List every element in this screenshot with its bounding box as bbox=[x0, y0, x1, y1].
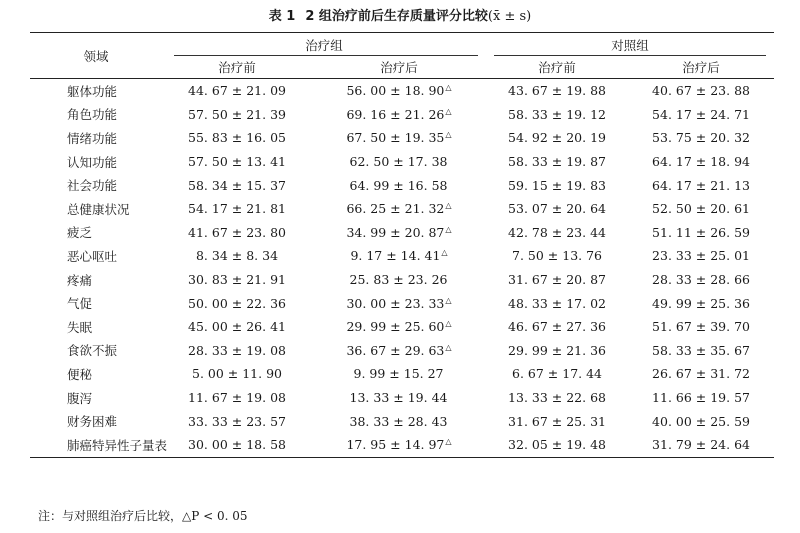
cell-treatment-post-value: 30. 00 ± 23. 33 bbox=[346, 295, 445, 311]
row-domain-value: 食欲不振 bbox=[67, 343, 118, 359]
row-domain bbox=[30, 386, 162, 410]
cell-treatment-pre-value: 57. 50 ± 13. 41 bbox=[188, 154, 286, 170]
footnote-text: 注：与对照组治疗后比较， bbox=[38, 509, 183, 523]
cell-treatment-pre-value: 57. 50 ± 21. 39 bbox=[188, 106, 286, 122]
cell-treatment-pre-value: 30. 00 ± 18. 58 bbox=[188, 437, 286, 453]
cell-control-post bbox=[628, 362, 774, 386]
cell-control-pre bbox=[486, 362, 628, 386]
cell-treatment-post bbox=[312, 173, 486, 197]
header-group-control bbox=[486, 33, 774, 57]
cell-control-pre bbox=[486, 150, 628, 174]
cell-treatment-pre bbox=[162, 315, 312, 339]
cell-control-post bbox=[628, 268, 774, 292]
cell-treatment-post-value: 67. 50 ± 19. 35 bbox=[346, 130, 445, 146]
cell-control-pre bbox=[486, 339, 628, 363]
table-row bbox=[30, 315, 774, 339]
cell-control-pre-value: 6. 67 ± 17. 44 bbox=[512, 366, 602, 382]
header-group-treatment-label: 治疗组 bbox=[305, 37, 343, 53]
cell-treatment-post bbox=[312, 244, 486, 268]
cell-control-pre bbox=[486, 103, 628, 127]
cell-treatment-pre bbox=[162, 126, 312, 150]
cell-control-pre bbox=[486, 126, 628, 150]
cell-treatment-post bbox=[312, 339, 486, 363]
row-domain-value: 角色功能 bbox=[67, 107, 118, 123]
cell-control-pre bbox=[486, 268, 628, 292]
cell-control-post-value: 40. 67 ± 23. 88 bbox=[652, 83, 750, 99]
significance-mark: △ bbox=[445, 319, 452, 329]
cell-treatment-pre-value: 33. 33 ± 23. 57 bbox=[188, 413, 286, 429]
cell-control-pre-value: 31. 67 ± 20. 87 bbox=[508, 272, 606, 288]
quality-of-life-table bbox=[30, 32, 774, 458]
cell-control-post bbox=[628, 173, 774, 197]
cell-control-pre bbox=[486, 433, 628, 457]
table-row bbox=[30, 197, 774, 221]
cell-control-pre bbox=[486, 244, 628, 268]
cell-control-post-value: 28. 33 ± 28. 66 bbox=[652, 272, 750, 288]
cell-control-post bbox=[628, 150, 774, 174]
row-domain-value: 社会功能 bbox=[67, 178, 118, 194]
cell-control-pre bbox=[486, 409, 628, 433]
cell-treatment-pre bbox=[162, 433, 312, 457]
cell-control-pre-value: 7. 50 ± 13. 76 bbox=[512, 248, 602, 264]
cell-control-post bbox=[628, 315, 774, 339]
header-treatment-pre: 治疗前 bbox=[162, 56, 312, 79]
cell-treatment-post-value: 38. 33 ± 28. 43 bbox=[349, 413, 448, 429]
cell-treatment-post bbox=[312, 79, 486, 103]
table-caption bbox=[0, 5, 800, 24]
cell-treatment-post bbox=[312, 409, 486, 433]
cell-control-post-value: 54. 17 ± 24. 71 bbox=[652, 106, 750, 122]
cell-treatment-pre bbox=[162, 268, 312, 292]
cell-treatment-pre-value: 41. 67 ± 23. 80 bbox=[188, 224, 286, 240]
cell-treatment-post bbox=[312, 315, 486, 339]
cell-treatment-post-value: 9. 99 ± 15. 27 bbox=[353, 366, 444, 382]
cell-treatment-pre bbox=[162, 197, 312, 221]
significance-mark: △ bbox=[445, 342, 452, 352]
cell-treatment-pre-value: 11. 67 ± 19. 08 bbox=[188, 390, 286, 406]
row-domain-value: 便秘 bbox=[67, 366, 93, 382]
row-domain-value: 气促 bbox=[67, 296, 93, 312]
cell-control-post-value: 51. 67 ± 39. 70 bbox=[652, 319, 750, 335]
cell-control-post bbox=[628, 291, 774, 315]
cell-treatment-pre-value: 5. 00 ± 11. 90 bbox=[192, 366, 282, 382]
table-row bbox=[30, 221, 774, 245]
row-domain-value: 认知功能 bbox=[67, 154, 118, 170]
header-domain: 领域 bbox=[30, 33, 162, 79]
cell-treatment-pre bbox=[162, 79, 312, 103]
cell-treatment-pre bbox=[162, 103, 312, 127]
table-row bbox=[30, 362, 774, 386]
row-domain-value: 肺癌特异性子量表 bbox=[67, 437, 168, 453]
cell-treatment-post bbox=[312, 291, 486, 315]
cell-control-pre bbox=[486, 291, 628, 315]
row-domain bbox=[30, 103, 162, 127]
cell-treatment-pre bbox=[162, 221, 312, 245]
row-domain bbox=[30, 173, 162, 197]
cell-treatment-post bbox=[312, 362, 486, 386]
row-domain bbox=[30, 315, 162, 339]
row-domain-value: 疲乏 bbox=[67, 225, 93, 241]
cell-treatment-pre bbox=[162, 150, 312, 174]
significance-mark: △ bbox=[445, 130, 452, 140]
cell-control-pre bbox=[486, 386, 628, 410]
cell-control-post-value: 23. 33 ± 25. 01 bbox=[652, 248, 750, 264]
row-domain bbox=[30, 197, 162, 221]
cell-treatment-pre bbox=[162, 386, 312, 410]
cell-treatment-pre-value: 45. 00 ± 26. 41 bbox=[188, 319, 286, 335]
cell-treatment-post bbox=[312, 150, 486, 174]
table-row bbox=[30, 268, 774, 292]
cell-treatment-post-value: 36. 67 ± 29. 63 bbox=[346, 342, 445, 358]
cell-control-post-value: 52. 50 ± 20. 61 bbox=[652, 201, 750, 217]
table-row bbox=[30, 409, 774, 433]
cell-control-post-value: 26. 67 ± 31. 72 bbox=[652, 366, 750, 382]
cell-control-post-value: 31. 79 ± 24. 64 bbox=[652, 437, 750, 453]
cell-control-pre bbox=[486, 79, 628, 103]
row-domain bbox=[30, 433, 168, 457]
cell-treatment-post bbox=[312, 103, 486, 127]
table-body bbox=[30, 79, 774, 458]
cell-treatment-pre-value: 8. 34 ± 8. 34 bbox=[195, 248, 279, 264]
row-domain bbox=[30, 244, 162, 268]
cell-control-pre-value: 43. 67 ± 19. 88 bbox=[508, 83, 606, 99]
cell-treatment-pre bbox=[162, 173, 312, 197]
row-domain-value: 恶心呕吐 bbox=[67, 248, 118, 264]
significance-mark: △ bbox=[445, 295, 452, 305]
cell-control-post bbox=[628, 197, 774, 221]
cell-treatment-post-value: 56. 00 ± 18. 90 bbox=[346, 83, 445, 99]
cell-treatment-pre bbox=[162, 409, 312, 433]
cell-treatment-post-value: 9. 17 ± 14. 41 bbox=[350, 248, 441, 264]
cell-treatment-post-value: 34. 99 ± 20. 87 bbox=[346, 224, 445, 240]
row-domain bbox=[30, 268, 162, 292]
cell-treatment-post bbox=[312, 386, 486, 410]
cell-control-pre bbox=[486, 197, 628, 221]
header-group-control-label: 对照组 bbox=[611, 37, 649, 53]
table-footnote bbox=[38, 507, 248, 524]
cell-treatment-pre-value: 50. 00 ± 22. 36 bbox=[188, 295, 286, 311]
cell-control-post-value: 53. 75 ± 20. 32 bbox=[652, 130, 750, 146]
table-row bbox=[30, 433, 774, 457]
significance-mark: △ bbox=[445, 201, 452, 211]
cell-treatment-post-value: 69. 16 ± 21. 26 bbox=[346, 106, 445, 122]
cell-control-pre-value: 29. 99 ± 21. 36 bbox=[508, 342, 606, 358]
cell-control-post bbox=[628, 103, 774, 127]
cell-treatment-pre bbox=[162, 291, 312, 315]
cell-treatment-pre bbox=[162, 339, 312, 363]
cell-control-pre-value: 31. 67 ± 25. 31 bbox=[508, 413, 606, 429]
cell-control-post bbox=[628, 221, 774, 245]
row-domain-value: 腹泻 bbox=[67, 390, 93, 406]
cell-treatment-post-value: 25. 83 ± 23. 26 bbox=[349, 272, 448, 288]
header-group-treatment bbox=[162, 33, 486, 57]
cell-control-pre-value: 46. 67 ± 27. 36 bbox=[508, 319, 606, 335]
cell-treatment-pre bbox=[162, 362, 312, 386]
table-title: 2 组治疗前后生存质量评分比较 bbox=[305, 9, 488, 24]
header-control-post: 治疗后 bbox=[628, 56, 774, 79]
header-treatment-post: 治疗后 bbox=[312, 56, 486, 79]
row-domain-value: 总健康状况 bbox=[67, 201, 130, 217]
group-underline bbox=[174, 55, 478, 56]
cell-treatment-post-value: 64. 99 ± 16. 58 bbox=[349, 177, 448, 193]
cell-treatment-post-value: 29. 99 ± 25. 60 bbox=[346, 319, 445, 335]
table-row bbox=[30, 291, 774, 315]
cell-treatment-post-value: 66. 25 ± 21. 32 bbox=[346, 201, 445, 217]
table-row bbox=[30, 150, 774, 174]
table-row bbox=[30, 244, 774, 268]
cell-treatment-post bbox=[312, 268, 486, 292]
cell-control-pre-value: 58. 33 ± 19. 12 bbox=[508, 106, 606, 122]
cell-control-post-value: 64. 17 ± 21. 13 bbox=[652, 177, 750, 193]
header-row-groups bbox=[30, 33, 774, 57]
cell-control-post bbox=[628, 339, 774, 363]
row-domain bbox=[30, 291, 162, 315]
significance-mark: △ bbox=[445, 437, 452, 447]
cell-treatment-pre-value: 58. 34 ± 15. 37 bbox=[188, 177, 286, 193]
cell-control-post bbox=[628, 433, 774, 457]
cell-control-pre bbox=[486, 315, 628, 339]
cell-control-pre-value: 13. 33 ± 22. 68 bbox=[508, 390, 606, 406]
table-row bbox=[30, 339, 774, 363]
cell-control-post-value: 64. 17 ± 18. 94 bbox=[652, 154, 750, 170]
header-control-pre: 治疗前 bbox=[486, 56, 628, 79]
cell-control-pre-value: 32. 05 ± 19. 48 bbox=[508, 437, 606, 453]
cell-treatment-post-value: 13. 33 ± 19. 44 bbox=[349, 390, 448, 406]
row-domain bbox=[30, 79, 162, 103]
row-domain bbox=[30, 362, 162, 386]
cell-control-post-value: 58. 33 ± 35. 67 bbox=[652, 342, 750, 358]
row-domain-value: 失眠 bbox=[67, 319, 93, 335]
row-domain bbox=[30, 221, 162, 245]
cell-control-post bbox=[628, 386, 774, 410]
cell-control-post bbox=[628, 79, 774, 103]
footnote-significance: △P < 0. 05 bbox=[182, 509, 248, 523]
cell-control-pre-value: 42. 78 ± 23. 44 bbox=[508, 224, 606, 240]
cell-treatment-pre-value: 28. 33 ± 19. 08 bbox=[188, 342, 286, 358]
cell-treatment-post bbox=[312, 126, 486, 150]
cell-treatment-pre bbox=[162, 244, 312, 268]
cell-treatment-post-value: 62. 50 ± 17. 38 bbox=[349, 154, 448, 170]
cell-treatment-post bbox=[312, 221, 486, 245]
cell-treatment-pre-value: 44. 67 ± 21. 09 bbox=[188, 83, 286, 99]
cell-control-post-value: 51. 11 ± 26. 59 bbox=[652, 224, 750, 240]
cell-treatment-post bbox=[312, 433, 486, 457]
row-domain-value: 财务困难 bbox=[67, 414, 118, 430]
significance-mark: △ bbox=[445, 83, 452, 93]
cell-treatment-post-value: 17. 95 ± 14. 97 bbox=[346, 437, 445, 453]
cell-control-post-value: 11. 66 ± 19. 57 bbox=[652, 390, 750, 406]
cell-control-pre-value: 59. 15 ± 19. 83 bbox=[508, 177, 606, 193]
cell-control-pre-value: 58. 33 ± 19. 87 bbox=[508, 154, 606, 170]
cell-control-post bbox=[628, 126, 774, 150]
cell-treatment-post bbox=[312, 197, 486, 221]
cell-treatment-pre-value: 30. 83 ± 21. 91 bbox=[188, 272, 286, 288]
row-domain-value: 情绪功能 bbox=[67, 130, 118, 146]
table-row bbox=[30, 386, 774, 410]
table-row bbox=[30, 103, 774, 127]
cell-control-pre-value: 53. 07 ± 20. 64 bbox=[508, 201, 606, 217]
row-domain bbox=[30, 409, 162, 433]
table-row bbox=[30, 126, 774, 150]
table-row bbox=[30, 79, 774, 103]
cell-control-pre bbox=[486, 173, 628, 197]
cell-control-post-value: 40. 00 ± 25. 59 bbox=[652, 413, 750, 429]
table-stat-notation: (x̄ ± s) bbox=[487, 9, 532, 24]
cell-control-pre-value: 48. 33 ± 17. 02 bbox=[508, 295, 606, 311]
significance-mark: △ bbox=[445, 106, 452, 116]
group-underline bbox=[494, 55, 766, 56]
cell-treatment-pre-value: 54. 17 ± 21. 81 bbox=[188, 201, 286, 217]
cell-control-post-value: 49. 99 ± 25. 36 bbox=[652, 295, 750, 311]
cell-control-post bbox=[628, 244, 774, 268]
cell-control-post bbox=[628, 409, 774, 433]
cell-control-pre bbox=[486, 221, 628, 245]
significance-mark: △ bbox=[445, 224, 452, 234]
row-domain bbox=[30, 150, 162, 174]
significance-mark: △ bbox=[441, 248, 448, 258]
row-domain bbox=[30, 339, 162, 363]
row-domain bbox=[30, 126, 162, 150]
row-domain-value: 躯体功能 bbox=[67, 83, 118, 99]
cell-treatment-pre-value: 55. 83 ± 16. 05 bbox=[188, 130, 286, 146]
table-number: 表 1 bbox=[268, 9, 296, 24]
cell-control-pre-value: 54. 92 ± 20. 19 bbox=[508, 130, 606, 146]
row-domain-value: 疼痛 bbox=[67, 272, 93, 288]
table-row bbox=[30, 173, 774, 197]
